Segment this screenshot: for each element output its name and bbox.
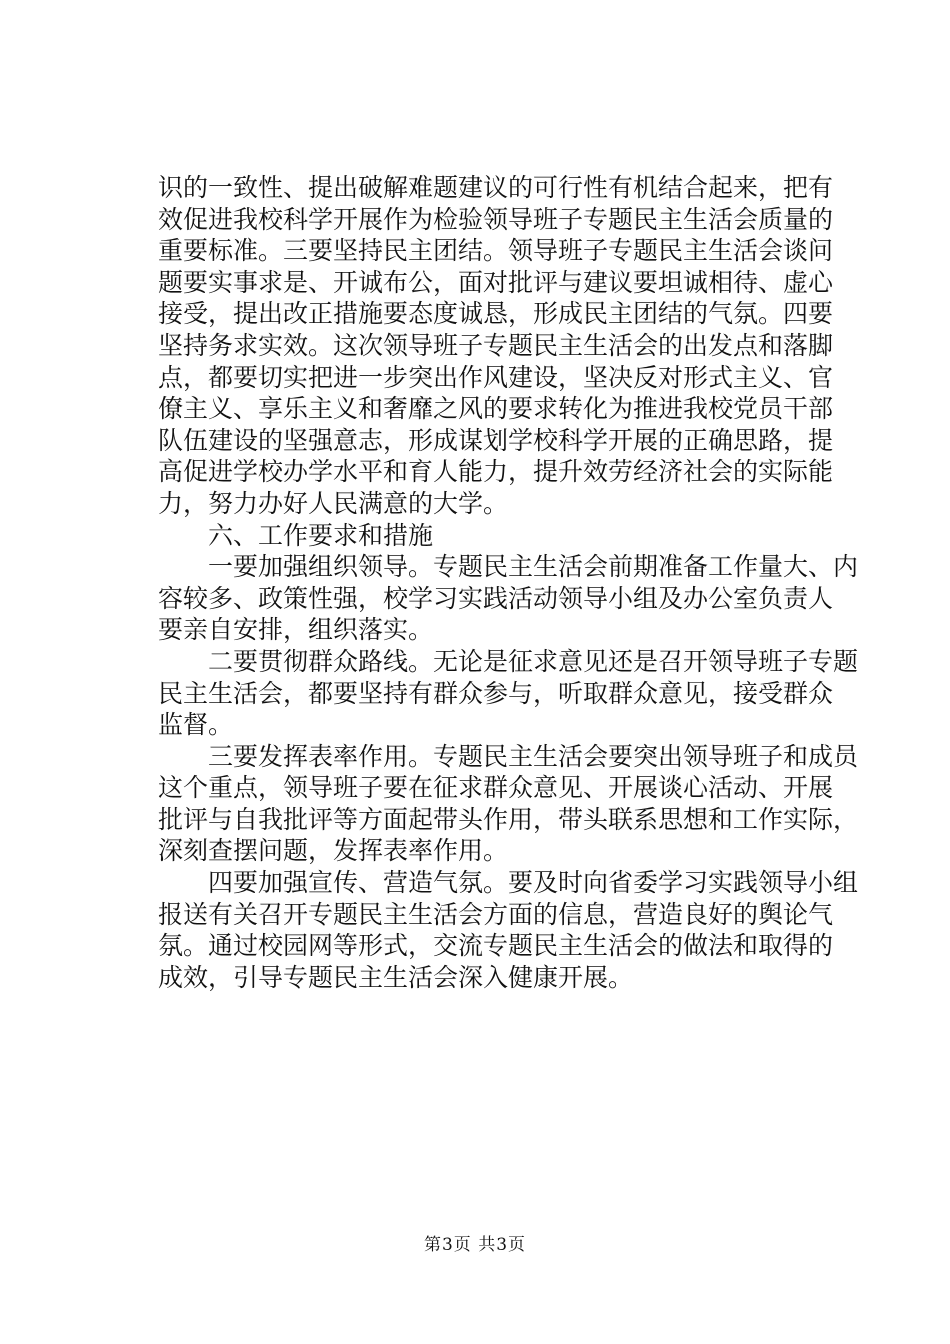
text-line: 二要贯彻群众路线。无论是征求意见还是召开领导班子专题 — [208, 646, 859, 676]
text-line: 僚主义、享乐主义和奢靡之风的要求转化为推进我校党员干部 — [158, 394, 834, 424]
text-line: 三要发挥表率作用。专题民主生活会要突出领导班子和成员 — [208, 741, 859, 771]
text-line: 坚持务求实效。这次领导班子专题民主生活会的出发点和落脚 — [158, 330, 834, 360]
section-heading-text: 六、工作要求和措施 — [208, 520, 434, 550]
text-line: 要亲自安排，组织落实。 — [158, 615, 434, 645]
paragraph-organization — [158, 551, 859, 646]
document-body — [158, 172, 859, 993]
text-line: 深刻查摆问题，发挥表率作用。 — [158, 836, 509, 866]
text-line: 重要标准。三要坚持民主团结。领导班子专题民主生活会谈问 — [158, 236, 834, 266]
text-line: 一要加强组织领导。专题民主生活会前期准备工作量大、内 — [208, 552, 859, 582]
text-line: 这个重点，领导班子要在征求群众意见、开展谈心活动、开展 — [158, 773, 834, 803]
text-line: 监督。 — [158, 710, 234, 740]
text-line: 成效，引导专题民主生活会深入健康开展。 — [158, 962, 634, 992]
text-line: 接受，提出改正措施要态度诚恳，形成民主团结的气氛。四要 — [158, 299, 834, 329]
paragraph-exemplary-role — [158, 741, 859, 867]
text-line: 氛。通过校园网等形式，交流专题民主生活会的做法和取得的 — [158, 931, 834, 961]
text-line: 力，努力办好人民满意的大学。 — [158, 488, 509, 518]
text-line: 识的一致性、提出破解难题建议的可行性有机结合起来，把有 — [158, 173, 834, 202]
text-line: 效促进我校科学开展作为检验领导班子专题民主生活会质量的 — [158, 204, 834, 234]
section-heading — [158, 520, 794, 552]
paragraph-continuation — [158, 172, 834, 520]
text-line: 点，都要切实把进一步突出作风建设，坚决反对形式主义、官 — [158, 362, 834, 392]
text-line: 批评与自我批评等方面起带头作用，带头联系思想和工作实际， — [158, 804, 859, 834]
text-line: 民主生活会，都要坚持有群众参与，听取群众意见，接受群众 — [158, 678, 834, 708]
text-line: 四要加强宣传、营造气氛。要及时向省委学习实践领导小组 — [208, 868, 859, 898]
text-line: 高促进学校办学水平和育人能力，提升效劳经济社会的实际能 — [158, 457, 834, 487]
text-line: 题要实事求是、开诚布公，面对批评与建议要坦诚相待、虚心 — [158, 267, 834, 297]
text-line: 报送有关召开专题民主生活会方面的信息，营造良好的舆论气 — [158, 899, 834, 929]
paragraph-mass-line — [158, 646, 859, 741]
text-line: 容较多、政策性强，校学习实践活动领导小组及办公室负责人 — [158, 583, 834, 613]
paragraph-publicity — [158, 867, 859, 993]
text-line: 队伍建设的坚强意志，形成谋划学校科学开展的正确思路，提 — [158, 425, 834, 455]
page-footer: 第3页 共3页 — [423, 1235, 527, 1255]
